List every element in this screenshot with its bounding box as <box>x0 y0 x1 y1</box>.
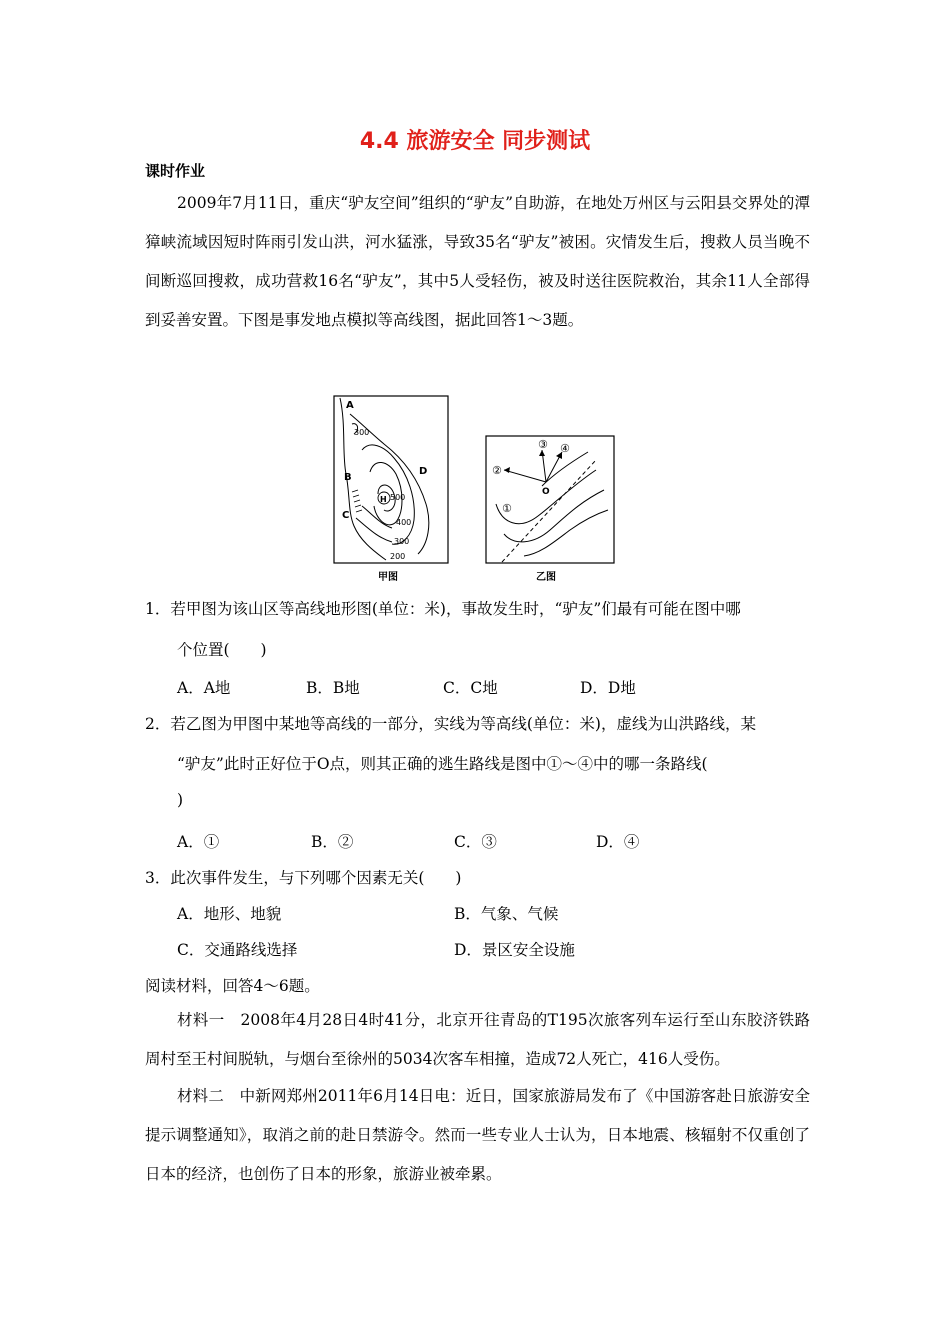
label-500: 500 <box>390 493 406 502</box>
label-300b: 300 <box>394 537 410 546</box>
material-two: 材料二 中新网郑州2011年6月14日电：近日，国家旅游局发布了《中国游客赴日旅游安全提示调整通知》，取消之前的赴日禁游令。然而一些专业人士认为，日本地震、核辐射不仅重创了日本的经济，也创伤了日本的形象，旅游业被牵累。 <box>145 1087 810 1183</box>
q3-option-b: B．气象、气候 <box>454 905 559 923</box>
figure-jia <box>332 394 450 590</box>
label-200: 200 <box>390 552 406 561</box>
q1-stem-cont: 个位置( ) <box>177 641 267 659</box>
reading-instruction: 阅读材料，回答4～6题。 <box>145 977 320 995</box>
q2-stem-end: ) <box>177 791 184 809</box>
q1-option-c: C．C地 <box>443 679 498 697</box>
label-300a: 300 <box>354 428 370 437</box>
figure-yi <box>484 434 616 590</box>
q2-option-b: B．② <box>311 833 354 851</box>
page-title: 4.4 旅游安全 同步测试 <box>359 129 591 154</box>
caption-yi: 乙图 <box>536 572 556 583</box>
q2-stem: 2．若乙图为甲图中某地等高线的一部分，实线为等高线(单位：米)，虚线为山洪路线，某 <box>145 715 756 733</box>
q3-option-d: D．景区安全设施 <box>454 941 575 959</box>
q1-option-a: A．A地 <box>177 679 231 697</box>
point-o-label: O <box>542 487 550 497</box>
q3-option-a: A．地形、地貌 <box>177 905 282 923</box>
q1-stem: 1．若甲图为该山区等高线地形图(单位：米)，事故发生时，“驴友”们最有可能在图中哪 <box>145 600 741 618</box>
label-400: 400 <box>396 518 412 527</box>
label-a: A <box>346 400 354 411</box>
route-1-label: ① <box>502 502 512 515</box>
q1-option-b: B．B地 <box>306 679 360 697</box>
q2-option-a: A．① <box>177 833 220 851</box>
label-d: D <box>419 466 428 477</box>
label-h: H <box>380 495 387 504</box>
q1-option-d: D．D地 <box>580 679 636 697</box>
material-one: 材料一 2008年4月28日4时41分，北京开往青岛的T195次旅客列车运行至山东胶济铁路周村至王村间脱轨，与烟台至徐州的5034次客车相撞，造成72人死亡，416人受伤。 <box>145 1011 810 1068</box>
q2-option-c: C．③ <box>454 833 497 851</box>
q2-option-d: D．④ <box>596 833 640 851</box>
caption-jia: 甲图 <box>378 572 398 583</box>
label-c: C <box>342 510 350 521</box>
q3-option-c: C．交通路线选择 <box>177 941 298 959</box>
route-3-label: ③ <box>538 438 548 451</box>
q2-stem-cont: “驴友”此时正好位于O点，则其正确的逃生路线是图中①～④中的哪一条路线( <box>177 755 708 773</box>
route-4-label: ④ <box>560 442 570 455</box>
intro-paragraph: 2009年7月11日，重庆“驴友空间”组织的“驴友”自助游，在地处万州区与云阳县交界处的潭獐峡流域因短时阵雨引发山洪，河水猛涨，导致35名“驴友”被困。灾情发生后，搜救人员当晚不间断巡回搜救，成功营救16名“驴友”，其中5人受轻伤，被及时送往医院救治，其余11人全部得到妥善安置。下图是事发地点模拟等高线图，据此回答1～3题。 <box>145 194 810 329</box>
label-b: B <box>344 472 352 483</box>
section-subtitle: 课时作业 <box>145 162 206 180</box>
q3-stem: 3．此次事件发生，与下列哪个因素无关( ) <box>145 869 462 887</box>
route-2-label: ② <box>492 464 502 477</box>
